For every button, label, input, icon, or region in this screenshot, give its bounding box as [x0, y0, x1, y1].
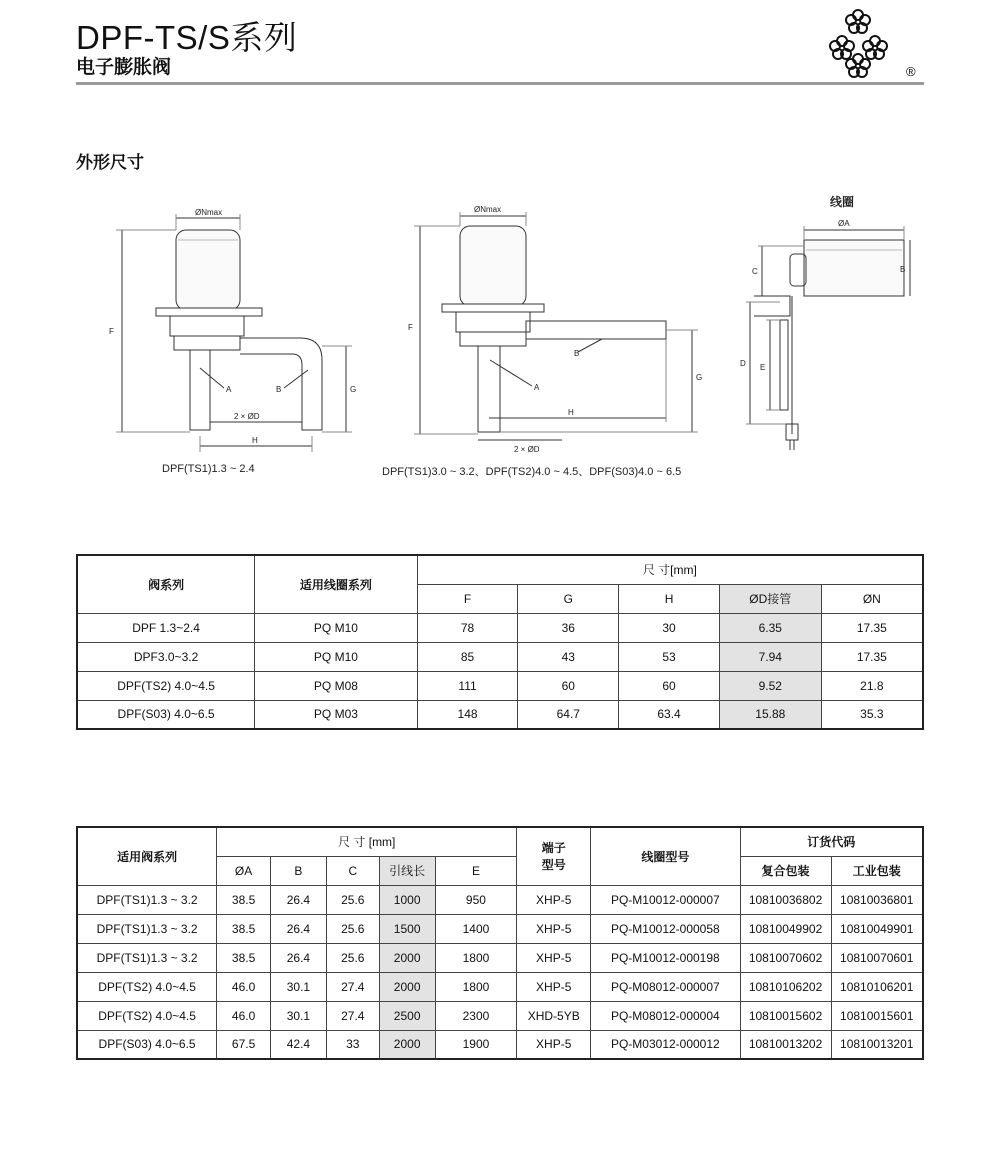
coil-label-a: ØA: [838, 219, 850, 228]
cell-terminal: XHD-5YB: [517, 1001, 591, 1030]
cell-n: 17.35: [821, 642, 923, 671]
cell-model: PQ-M10012-000007: [591, 885, 741, 914]
valve-dimension-table: [76, 554, 924, 730]
cell-b: 26.4: [271, 885, 327, 914]
header-terminal-line1: 端子: [541, 841, 566, 856]
dim-label-f: F: [408, 323, 413, 332]
cell-f: 148: [417, 700, 518, 729]
cell-valve: DPF(TS2) 4.0~4.5: [77, 972, 217, 1001]
cell-industrial: 10810013201: [831, 1030, 923, 1059]
cell-b: 26.4: [271, 943, 327, 972]
header-b: B: [271, 856, 327, 885]
cell-c: 33: [326, 1030, 379, 1059]
cell-b: 30.1: [271, 972, 327, 1001]
cell-b: 26.4: [271, 914, 327, 943]
table-row: [77, 972, 923, 1001]
section-title: 外形尺寸: [76, 153, 144, 172]
header-h: H: [619, 584, 720, 613]
cell-n: 21.8: [821, 671, 923, 700]
cell-c: 27.4: [326, 1001, 379, 1030]
cell-coil: PQ M10: [255, 642, 418, 671]
header-dimensions: 尺 寸[mm]: [417, 555, 923, 584]
cell-f: 78: [417, 613, 518, 642]
header-pack-composite: 复合包装: [740, 856, 831, 885]
cell-g: 43: [518, 642, 619, 671]
table-row: [77, 613, 923, 642]
valve-drawing-small: [100, 200, 360, 460]
cell-a: 38.5: [217, 943, 271, 972]
cell-industrial: 10810070601: [831, 943, 923, 972]
cell-model: PQ-M08012-000004: [591, 1001, 741, 1030]
dim-label-a: A: [226, 385, 232, 394]
cell-coil: PQ M08: [255, 671, 418, 700]
cell-g: 60: [518, 671, 619, 700]
cell-coil: PQ M10: [255, 613, 418, 642]
cell-terminal: XHP-5: [517, 972, 591, 1001]
header-f: F: [417, 584, 518, 613]
cell-c: 25.6: [326, 885, 379, 914]
cell-e: 1900: [435, 1030, 517, 1059]
cell-b: 42.4: [271, 1030, 327, 1059]
coil-label-b: B: [900, 265, 906, 274]
dim-label-n: ØNmax: [474, 205, 502, 214]
cell-lead: 2000: [379, 972, 435, 1001]
header-valve-series: 阀系列: [77, 555, 255, 613]
header-order-code: 订货代码: [740, 827, 923, 856]
cell-lead: 2500: [379, 1001, 435, 1030]
cell-h: 60: [619, 671, 720, 700]
cell-valve: DPF(TS2) 4.0~4.5: [77, 1001, 217, 1030]
cell-a: 38.5: [217, 885, 271, 914]
dim-label-b: B: [276, 385, 282, 394]
table-row: [77, 671, 923, 700]
cell-d: 7.94: [719, 642, 821, 671]
cell-valve: DPF(TS2) 4.0~4.5: [77, 671, 255, 700]
coil-order-table: [76, 826, 924, 1060]
cell-d: 6.35: [719, 613, 821, 642]
cell-e: 1400: [435, 914, 517, 943]
cell-lead: 1000: [379, 885, 435, 914]
dim-label-b: B: [574, 349, 580, 358]
header-dimensions: 尺 寸 [mm]: [217, 827, 517, 856]
header-coil-series: 适用线圈系列: [255, 555, 418, 613]
cell-model: PQ-M10012-000198: [591, 943, 741, 972]
cell-e: 1800: [435, 943, 517, 972]
brand-logo: [820, 8, 924, 84]
cell-industrial: 10810015601: [831, 1001, 923, 1030]
cell-composite: 10810036802: [740, 885, 831, 914]
header-a: ØA: [217, 856, 271, 885]
cell-a: 67.5: [217, 1030, 271, 1059]
table-row: [77, 914, 923, 943]
dim-label-n: ØNmax: [195, 208, 223, 217]
cell-c: 25.6: [326, 914, 379, 943]
cell-valve: DPF(TS1)1.3 ~ 3.2: [77, 885, 217, 914]
cell-composite: 10810015602: [740, 1001, 831, 1030]
cell-valve: DPF(S03) 4.0~6.5: [77, 700, 255, 729]
cell-n: 35.3: [821, 700, 923, 729]
cell-e: 950: [435, 885, 517, 914]
cell-e: 2300: [435, 1001, 517, 1030]
cell-h: 30: [619, 613, 720, 642]
cell-model: PQ-M10012-000058: [591, 914, 741, 943]
series-subtitle: 电子膨胀阀: [76, 57, 172, 78]
header-coil-model: 线圈型号: [591, 827, 741, 885]
header-n: ØN: [821, 584, 923, 613]
dim-label-a: A: [534, 383, 540, 392]
dim-label-f: F: [109, 327, 114, 336]
header-terminal-line2: 型号: [541, 858, 566, 873]
cell-lead: 2000: [379, 943, 435, 972]
cell-industrial: 10810036801: [831, 885, 923, 914]
coil-label-c: C: [752, 267, 758, 276]
cell-valve: DPF(TS1)1.3 ~ 3.2: [77, 914, 217, 943]
cell-h: 53: [619, 642, 720, 671]
cell-g: 64.7: [518, 700, 619, 729]
coil-drawing: [734, 210, 914, 460]
caption-large-valve: DPF(TS1)3.0 ~ 3.2、DPF(TS2)4.0 ~ 4.5、DPF(S03)4.0 ~ 6.5: [382, 466, 682, 478]
cell-lead: 2000: [379, 1030, 435, 1059]
header-d: ØD接管: [719, 584, 821, 613]
cell-model: PQ-M08012-000007: [591, 972, 741, 1001]
cell-n: 17.35: [821, 613, 923, 642]
dim-label-h: H: [568, 408, 574, 417]
cell-industrial: 10810049901: [831, 914, 923, 943]
cell-composite: 10810106202: [740, 972, 831, 1001]
cell-d: 15.88: [719, 700, 821, 729]
cell-composite: 10810049902: [740, 914, 831, 943]
cell-industrial: 10810106201: [831, 972, 923, 1001]
cell-d: 9.52: [719, 671, 821, 700]
dim-label-h: H: [252, 436, 258, 445]
cell-valve: DPF3.0~3.2: [77, 642, 255, 671]
header-e: E: [435, 856, 517, 885]
table-row: [77, 943, 923, 972]
cell-valve: DPF(S03) 4.0~6.5: [77, 1030, 217, 1059]
header-terminal: [517, 827, 591, 885]
cell-terminal: XHP-5: [517, 885, 591, 914]
cell-composite: 10810070602: [740, 943, 831, 972]
cell-h: 63.4: [619, 700, 720, 729]
header-applicable-valve: 适用阀系列: [77, 827, 217, 885]
table-row: [77, 642, 923, 671]
cell-terminal: XHP-5: [517, 914, 591, 943]
coil-label-d: D: [740, 359, 746, 368]
cell-lead: 1500: [379, 914, 435, 943]
page-header: [76, 8, 924, 86]
dim-label-g: G: [350, 385, 357, 394]
cell-f: 111: [417, 671, 518, 700]
cell-composite: 10810013202: [740, 1030, 831, 1059]
dim-label-d: 2 × ØD: [234, 412, 260, 421]
header-lead-length: 引线长: [379, 856, 435, 885]
table-row: [77, 1001, 923, 1030]
cell-b: 30.1: [271, 1001, 327, 1030]
cell-terminal: XHP-5: [517, 943, 591, 972]
header-c: C: [326, 856, 379, 885]
cell-valve: DPF 1.3~2.4: [77, 613, 255, 642]
coil-label-e: E: [760, 363, 766, 372]
cell-g: 36: [518, 613, 619, 642]
caption-small-valve: DPF(TS1)1.3 ~ 2.4: [162, 463, 255, 475]
cell-a: 46.0: [217, 1001, 271, 1030]
cell-coil: PQ M03: [255, 700, 418, 729]
cell-c: 25.6: [326, 943, 379, 972]
cell-f: 85: [417, 642, 518, 671]
registered-mark: ®: [906, 64, 916, 79]
dim-label-g: G: [696, 373, 703, 382]
cell-c: 27.4: [326, 972, 379, 1001]
cell-terminal: XHP-5: [517, 1030, 591, 1059]
coil-drawing-title: 线圈: [830, 195, 855, 209]
series-title: DPF-TS/S系列: [76, 19, 298, 56]
table-row: [77, 1030, 923, 1059]
header-divider: [76, 82, 924, 85]
cell-a: 46.0: [217, 972, 271, 1001]
valve-drawing-large: [402, 200, 712, 456]
dim-label-d: 2 × ØD: [514, 445, 540, 454]
header-g: G: [518, 584, 619, 613]
cell-model: PQ-M03012-000012: [591, 1030, 741, 1059]
cell-a: 38.5: [217, 914, 271, 943]
cell-e: 1800: [435, 972, 517, 1001]
table-row: [77, 885, 923, 914]
header-pack-industrial: 工业包装: [831, 856, 923, 885]
table-row: [77, 700, 923, 729]
cell-valve: DPF(TS1)1.3 ~ 3.2: [77, 943, 217, 972]
